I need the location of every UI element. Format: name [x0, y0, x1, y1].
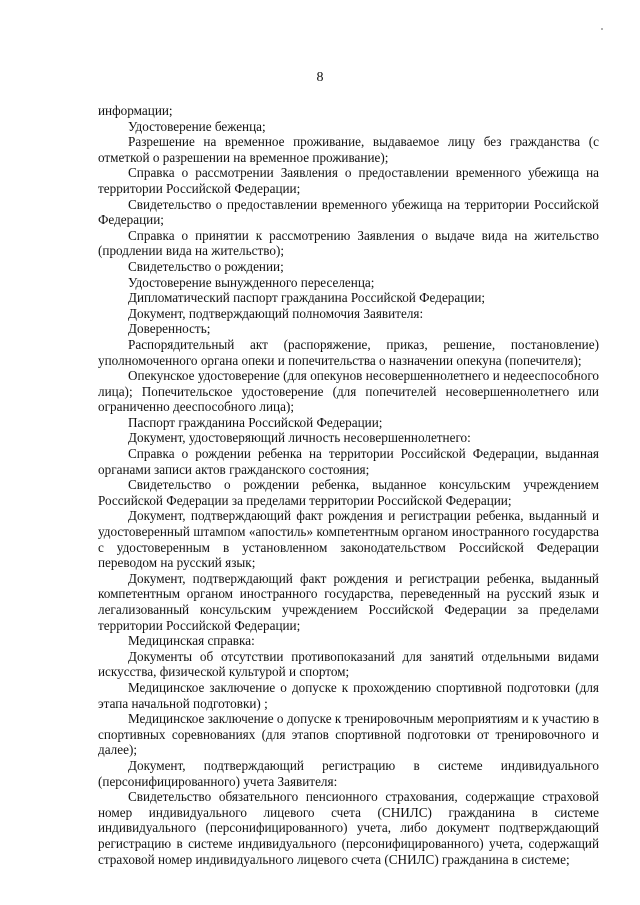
- paragraph: Свидетельство обязательного пенсионного страхования, содержащие страховой номер индивидуального лицевого счета (СНИЛС) гражданина в системе индивидуального (персонифицированного) учета, либо документ подтверждающий регистрацию в системе индивидуального (персонифицированного) учета, содержащий страховой номер индивидуального лицевого счета (СНИЛС) гражданина в системе;: [98, 789, 599, 867]
- paragraph: Свидетельство о рождении ребенка, выданное консульским учреждением Российской Федерации за пределами территории Российской Федерации;: [98, 477, 599, 508]
- paragraph: Паспорт гражданина Российской Федерации;: [128, 414, 383, 430]
- paragraph: Дипломатический паспорт гражданина Российской Федерации;: [128, 290, 486, 306]
- paragraph: Документы об отсутствии противопоказаний для занятий отдельными видами искусства, физической культурой и спортом;: [98, 648, 599, 680]
- paragraph: Справка о рассмотрении Заявления о предоставлении временного убежища на территории Российской Федерации;: [98, 165, 599, 196]
- paragraph: Документ, подтверждающий факт рождения и регистрации ребенка, выданный и удостоверенный штампом «апостиль» компетентным органом иностранного государства с удостоверенным в установленном законодательством Российской Федерации переводом на русский язык;: [98, 508, 599, 571]
- paragraph: Свидетельство о рождении;: [128, 258, 284, 274]
- paragraph: Документ, подтверждающий факт рождения и регистрации ребенка, выданный компетентным органом иностранного государства, переведенный на русский язык и легализованный консульским учреждением Российской Федерации за пределами территории Российской Федерации;: [98, 570, 599, 633]
- document-body: [98, 103, 599, 867]
- paragraph: Доверенность;: [128, 321, 211, 337]
- paragraph: Удостоверение беженца;: [128, 118, 266, 134]
- page-number: 8: [316, 70, 324, 85]
- section-heading: Документ, удостоверяющий личность несовершеннолетнего:: [128, 430, 471, 446]
- paragraph: информации;: [98, 103, 173, 118]
- scan-speck: [601, 28, 603, 30]
- section-heading: Документ, подтверждающий полномочия Заявителя:: [128, 305, 424, 321]
- paragraph: Разрешение на временное проживание, выдаваемое лицу без гражданства (с отметкой о разрешении на временное проживание);: [98, 134, 599, 165]
- paragraph: Распорядительный акт (распоряжение, приказ, решение, постановление) уполномоченного органа опеки и попечительства о назначении опекуна (попечителя);: [98, 336, 599, 368]
- paragraph: Медицинское заключение о допуске к прохождению спортивной подготовки (для этапа начальной подготовки) ;: [98, 679, 599, 711]
- paragraph: Удостоверение вынужденного переселенца;: [128, 274, 375, 290]
- paragraph: Свидетельство о предоставлении временного убежища на территории Российской Федерации;: [98, 196, 599, 228]
- paragraph: Справка о принятии к рассмотрению Заявления о выдаче вида на жительство (продлении вида на жительство);: [98, 227, 599, 259]
- section-heading: Документ, подтверждающий регистрацию в системе индивидуального (персонифицированного) учета Заявителя:: [98, 757, 599, 789]
- paragraph: Опекунское удостоверение (для опекунов несовершеннолетнего и недееспособного лица); Попечительское удостоверение (для попечителей несовершеннолетнего или ограниченно дееспособного лица);: [98, 368, 599, 415]
- section-heading: Медицинская справка:: [128, 633, 255, 649]
- paragraph: Справка о рождении ребенка на территории Российской Федерации, выданная органами записи актов гражданского состояния;: [98, 446, 599, 477]
- paragraph: Медицинское заключение о допуске к тренировочным мероприятиям и к участию в спортивных соревнованиях (для этапов спортивной подготовки от тренировочного и далее);: [98, 711, 599, 758]
